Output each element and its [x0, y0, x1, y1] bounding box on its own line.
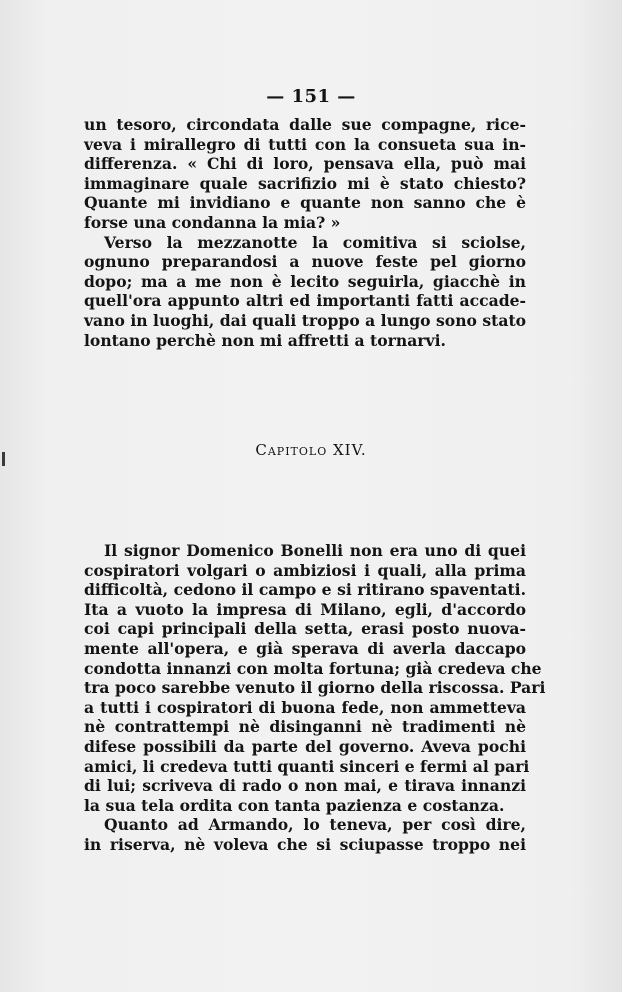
text-line: dopo; ma a me non è lecito seguirla, giacchè in: [84, 271, 526, 291]
text-line: Quanto ad Armando, lo teneva, per così dire,: [104, 815, 526, 835]
text-line: veva i mirallegro di tutti con la consueta sua in-: [84, 134, 526, 154]
text-line: condotta innanzi con molta fortuna; già credeva che: [84, 658, 542, 678]
text-line: un tesoro, circondata dalle sue compagne, rice-: [84, 115, 526, 134]
text-line: vano in luoghi, dai quali troppo a lungo sono stato: [84, 310, 527, 330]
text-line: di lui; scriveva di rado o non mai, e tirava innanzi: [84, 776, 526, 796]
text-line: Il signor Domenico Bonelli non era uno di quei: [104, 541, 526, 560]
text-line: amici, li credeva tutti quanti sinceri e fermi al pari: [84, 756, 530, 776]
text-line: coi capi principali della setta, erasi posto nuova-: [84, 619, 526, 639]
text-line: a tutti i cospiratori di buona fede, non ammetteva: [84, 697, 526, 717]
text-line: Ita a vuoto la impresa di Milano, egli, d'accordo: [84, 599, 526, 619]
text-line: forse una condanna la mia? »: [84, 212, 341, 232]
text-line: nè contrattempi nè disinganni nè tradimenti nè: [84, 717, 526, 737]
chapter-heading: Capitolo XIV.: [255, 441, 367, 459]
text-line: difese possibili da parte del governo. Aveva pochi: [84, 736, 526, 756]
paragraph-block-continuation: [84, 115, 526, 350]
text-line: Quante mi invidiano e quante non sanno che è: [84, 193, 526, 213]
text-line: Verso la mezzanotte la comitiva si sciolse,: [104, 232, 526, 252]
text-line: mente all'opera, e già sperava di averla daccapo: [84, 638, 526, 658]
text-line: in riserva, nè voleva che si sciupasse troppo nei: [84, 834, 526, 854]
text-line: tra poco sarebbe venuto il giorno della riscossa. Pari: [84, 678, 546, 698]
text-line: quell'ora appunto altri ed importanti fatti accade-: [84, 291, 526, 311]
page-number: — 151 —: [266, 86, 356, 107]
text-line: cospiratori volgari o ambiziosi i quali, alla prima: [84, 560, 526, 580]
text-line: lontano perchè non mi affretti a tornarvi.: [84, 330, 446, 350]
text-line: immaginare quale sacrifizio mi è stato chiesto?: [84, 173, 526, 193]
text-line: differenza. « Chi di loro, pensava ella, può mai: [84, 154, 526, 174]
binding-mark: [2, 452, 5, 466]
paragraph-block-chapter: [84, 541, 546, 855]
text-line: la sua tela ordita con tanta pazienza e costanza.: [84, 795, 505, 815]
text-line: difficoltà, cedono il campo e si ritirano spaventati.: [84, 580, 526, 600]
text-line: ognuno preparandosi a nuove feste pel giorno: [84, 252, 526, 272]
